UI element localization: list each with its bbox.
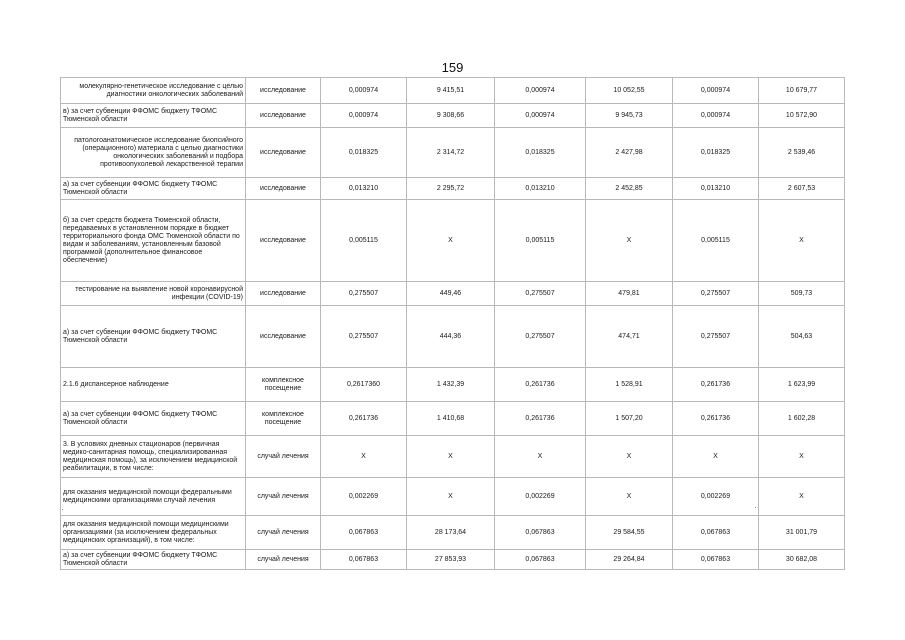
cell-value: 0,013210: [673, 178, 759, 200]
row-unit: исследование: [246, 128, 321, 178]
row-name: молекулярно-генетическое исследование с целью диагностики онкологических заболеваний: [61, 78, 246, 104]
cell-value: 28 173,64: [407, 516, 495, 550]
table-row: [61, 200, 845, 282]
cell-value: 0,000974: [321, 104, 407, 128]
cell-value: 0,005115: [673, 200, 759, 282]
cell-value: 10 679,77: [759, 78, 845, 104]
cell-value: 0,261736: [673, 402, 759, 436]
row-unit: случай лечения: [246, 516, 321, 550]
table-row: [61, 516, 845, 550]
cell-value: 0,067863: [321, 550, 407, 570]
table-row: [61, 128, 845, 178]
table-row: [61, 478, 845, 516]
table-row: [61, 104, 845, 128]
cell-value: X: [586, 478, 673, 516]
row-unit: исследование: [246, 178, 321, 200]
cell-value: 0,067863: [321, 516, 407, 550]
table-row: [61, 368, 845, 402]
cell-value: 9 308,66: [407, 104, 495, 128]
cell-value: X: [495, 436, 586, 478]
cell-value: 0,275507: [673, 282, 759, 306]
row-name: а) за счет субвенции ФФОМС бюджету ТФОМС Тюменской области: [61, 550, 246, 570]
cell-value: 9 415,51: [407, 78, 495, 104]
cell-value: 0,067863: [495, 550, 586, 570]
table-row: [61, 306, 845, 368]
cell-value: 0,261736: [673, 368, 759, 402]
row-unit: исследование: [246, 78, 321, 104]
cell-value: 0,013210: [495, 178, 586, 200]
cell-value: 0,275507: [495, 282, 586, 306]
cell-value: X: [586, 200, 673, 282]
row-unit: исследование: [246, 200, 321, 282]
cell-value: 0,275507: [321, 306, 407, 368]
row-unit: комплексное посещение: [246, 368, 321, 402]
row-name: а) за счет субвенции ФФОМС бюджету ТФОМС Тюменской области: [61, 402, 246, 436]
cell-value: 1 507,20: [586, 402, 673, 436]
cell-value: 474,71: [586, 306, 673, 368]
cell-value: 0,275507: [673, 306, 759, 368]
cell-value: 2 314,72: [407, 128, 495, 178]
row-name: тестирование на выявление новой коронавирусной инфекции (COVID-19): [61, 282, 246, 306]
cell-value: 1 432,39: [407, 368, 495, 402]
row-name: 2.1.6 диспансерное наблюдение: [61, 368, 246, 402]
cell-value: 10 572,90: [759, 104, 845, 128]
row-name: патологоанатомическое исследование биопсийного (операционного) материала с целью диагностики онкологических заболеваний и подбора противоопухолевой лекарственной терапии: [61, 128, 246, 178]
row-name: а) за счет субвенции ФФОМС бюджету ТФОМС Тюменской области: [61, 306, 246, 368]
row-unit: исследование: [246, 104, 321, 128]
cell-value: 0,275507: [495, 306, 586, 368]
row-unit: случай лечения: [246, 436, 321, 478]
row-unit: случай лечения: [246, 550, 321, 570]
row-unit: исследование: [246, 306, 321, 368]
cell-value: 2 452,85: [586, 178, 673, 200]
cell-value: X: [673, 436, 759, 478]
cell-value: 1 602,28: [759, 402, 845, 436]
cell-value: 30 682,08: [759, 550, 845, 570]
cell-value: 0,261736: [495, 402, 586, 436]
row-name: в) за счет субвенции ФФОМС бюджету ТФОМС Тюменской области: [61, 104, 246, 128]
cell-value: 0,067863: [673, 516, 759, 550]
cell-value: 1 410,68: [407, 402, 495, 436]
cell-value: 2 607,53: [759, 178, 845, 200]
row-unit: исследование: [246, 282, 321, 306]
cell-value: 10 052,55: [586, 78, 673, 104]
cell-value: 0,000974: [321, 78, 407, 104]
cell-value: 0,013210: [321, 178, 407, 200]
cell-value: 504,63: [759, 306, 845, 368]
cell-value: 509,73: [759, 282, 845, 306]
row-name: для оказания медицинской помощи федеральными медицинскими организациями случай лечения: [61, 478, 246, 516]
cell-value: 0,2617360: [321, 368, 407, 402]
cell-value: 0,018325: [673, 128, 759, 178]
cell-value: 0,000974: [495, 104, 586, 128]
cell-value: 0,000974: [673, 78, 759, 104]
cell-value: X: [321, 436, 407, 478]
table-row: [61, 282, 845, 306]
cell-value: X: [759, 436, 845, 478]
table-row: [61, 550, 845, 570]
row-unit: случай лечения: [246, 478, 321, 516]
table-row: [61, 436, 845, 478]
cell-value: 0,000974: [495, 78, 586, 104]
cell-value: X: [586, 436, 673, 478]
row-unit: комплексное посещение: [246, 402, 321, 436]
cell-value: 2 295,72: [407, 178, 495, 200]
financing-table: [60, 77, 845, 570]
scan-speck: [755, 507, 756, 508]
cell-value: 1 528,91: [586, 368, 673, 402]
cell-value: X: [407, 478, 495, 516]
cell-value: 0,067863: [495, 516, 586, 550]
table-row: [61, 178, 845, 200]
cell-value: 29 584,55: [586, 516, 673, 550]
row-name: б) за счет средств бюджета Тюменской области, передаваемых в установленном порядке в бюджет территориального фонда ОМС Тюменской области по видам и заболеваниям, установленным базовой программой (дополнительное финансовое обеспечение): [61, 200, 246, 282]
cell-value: 444,36: [407, 306, 495, 368]
cell-value: 0,067863: [673, 550, 759, 570]
cell-value: 1 623,99: [759, 368, 845, 402]
cell-value: X: [759, 478, 845, 516]
cell-value: 0,002269: [495, 478, 586, 516]
row-name: для оказания медицинской помощи медицинскими организациями (за исключением федеральных медицинских организаций), в том числе:: [61, 516, 246, 550]
cell-value: 31 001,79: [759, 516, 845, 550]
scan-speck: [62, 509, 63, 510]
cell-value: 0,005115: [495, 200, 586, 282]
cell-value: X: [407, 200, 495, 282]
cell-value: 9 945,73: [586, 104, 673, 128]
cell-value: 0,002269: [321, 478, 407, 516]
cell-value: X: [759, 200, 845, 282]
table-row: [61, 402, 845, 436]
table-row: [61, 78, 845, 104]
row-name: а) за счет субвенции ФФОМС бюджету ТФОМС Тюменской области: [61, 178, 246, 200]
cell-value: 0,018325: [321, 128, 407, 178]
cell-value: 0,275507: [321, 282, 407, 306]
cell-value: 449,46: [407, 282, 495, 306]
cell-value: 2 427,98: [586, 128, 673, 178]
cell-value: 0,261736: [321, 402, 407, 436]
page-number: 159: [441, 60, 464, 75]
cell-value: 0,018325: [495, 128, 586, 178]
row-name: 3. В условиях дневных стационаров (первичная медико-санитарная помощь, специализированная медицинская помощь), за исключением медицинской реабилитации, в том числе:: [61, 436, 246, 478]
cell-value: X: [407, 436, 495, 478]
cell-value: 0,261736: [495, 368, 586, 402]
cell-value: 29 264,84: [586, 550, 673, 570]
cell-value: 0,002269: [673, 478, 759, 516]
cell-value: 0,005115: [321, 200, 407, 282]
cell-value: 2 539,46: [759, 128, 845, 178]
cell-value: 0,000974: [673, 104, 759, 128]
cell-value: 479,81: [586, 282, 673, 306]
cell-value: 27 853,93: [407, 550, 495, 570]
